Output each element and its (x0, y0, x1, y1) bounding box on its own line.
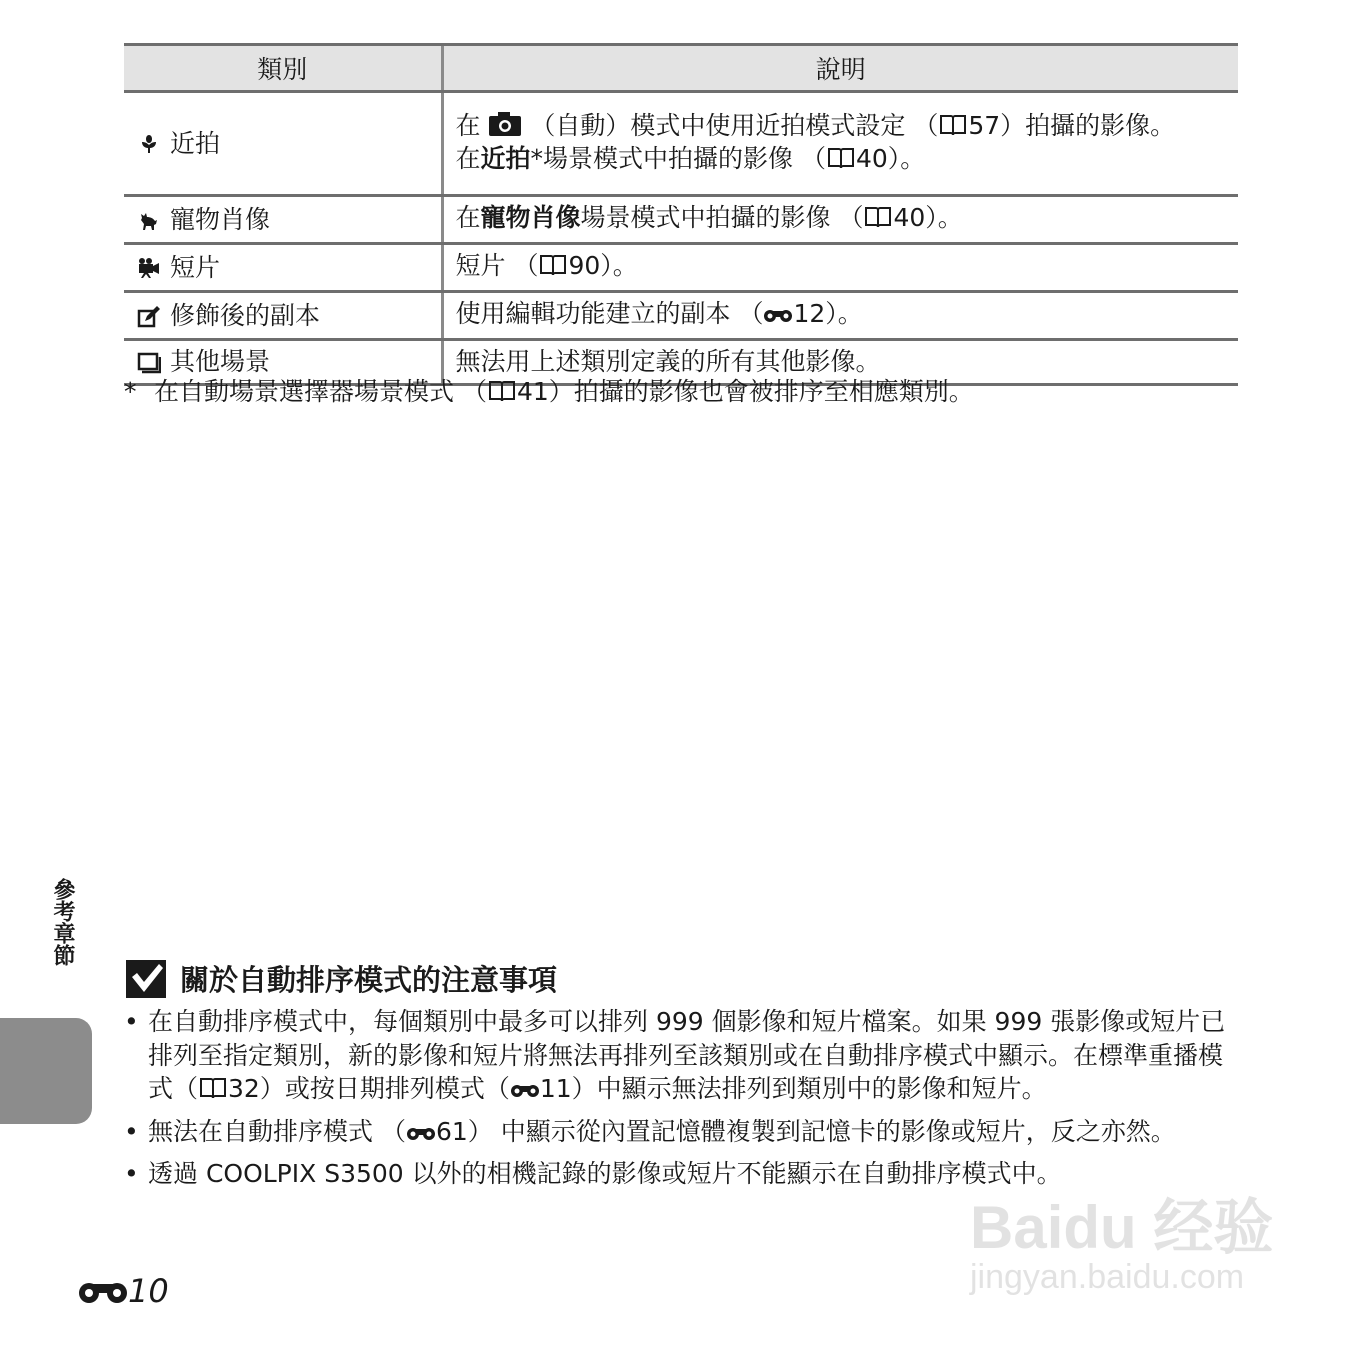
page-ref[interactable]: 41 (516, 377, 549, 406)
category-label: 近拍 (170, 128, 221, 158)
camera-auto-icon (488, 111, 522, 144)
footnote (124, 376, 974, 411)
book-reference-icon (198, 1075, 228, 1109)
edit-copy-icon (136, 303, 162, 329)
category-label: 修飾後的副本 (170, 300, 321, 330)
caution-check-icon (126, 960, 166, 998)
bullet-text: ）或按日期排列模式（ (259, 1074, 510, 1103)
chapter-side-label: 參考章節 (50, 878, 75, 966)
page-number-value: 10 (128, 1272, 169, 1310)
page-ref[interactable]: 11 (539, 1074, 572, 1103)
chapter-tab[interactable] (0, 1018, 92, 1124)
desc-text: 在 (455, 110, 489, 140)
bullet-text: ） 中顯示從內置記憶體複製到記憶卡的影像或短片，反之亦然。 (467, 1116, 1176, 1146)
desc-text: 在 (455, 143, 481, 173)
category-cell (124, 92, 442, 196)
table-row (124, 292, 1238, 340)
category-label: 寵物肖像 (170, 204, 271, 234)
page-ref[interactable]: 12 (793, 299, 826, 328)
description-cell (442, 292, 1238, 340)
description-cell (442, 196, 1238, 244)
header-category: 類別 (124, 45, 442, 92)
header-description: 說明 (442, 45, 1238, 92)
category-label: 其他場景 (170, 347, 271, 376)
page-ref[interactable]: 90 (568, 251, 601, 280)
desc-text: ）。 (600, 251, 638, 280)
book-reference-icon (938, 113, 968, 144)
description-cell (442, 92, 1238, 196)
list-item (120, 1005, 1240, 1109)
book-reference-icon (826, 146, 856, 177)
category-cell (124, 196, 442, 244)
book-reference-icon (538, 253, 568, 284)
reference-section-icon (510, 1075, 540, 1109)
table-row (124, 244, 1238, 292)
note-heading (126, 958, 557, 999)
watermark-logo-text: Baidu 经验 (970, 1194, 1274, 1261)
desc-text: ）。 (825, 299, 863, 328)
desc-text: ）拍攝的影像。 (1000, 110, 1176, 140)
page-ref[interactable]: 40 (893, 203, 926, 232)
desc-text: （自動）模式中使用近拍模式設定 （ (522, 110, 939, 140)
category-table (124, 43, 1238, 386)
bullet-text: 透過 COOLPIX S3500 以外的相機記錄的影像或短片不能顯示在自動排序模式中。 (148, 1159, 1062, 1188)
category-label: 短片 (170, 252, 221, 282)
pet-portrait-icon (136, 207, 162, 233)
reference-section-icon (763, 302, 793, 332)
reference-section-icon (406, 1118, 436, 1152)
desc-text: *場景模式中拍攝的影像 （ (530, 143, 826, 173)
footnote-text: ）拍攝的影像也會被排序至相應類別。 (548, 377, 974, 406)
category-cell (124, 244, 442, 292)
desc-text: ）。 (925, 203, 963, 232)
note-bullet-list (120, 1005, 1240, 1197)
category-cell (124, 292, 442, 340)
page-ref[interactable]: 40 (855, 143, 888, 173)
other-scenes-icon (136, 349, 162, 375)
book-reference-icon (487, 379, 517, 411)
footnote-mark: * (124, 377, 137, 406)
reference-section-icon (78, 1277, 128, 1305)
page-ref[interactable]: 61 (435, 1116, 468, 1146)
table-row (124, 196, 1238, 244)
desc-text: 在 (455, 203, 481, 232)
watermark-url: jingyan.baidu.com (970, 1258, 1245, 1296)
description-cell (442, 244, 1238, 292)
desc-text: 場景模式中拍攝的影像 （ (580, 203, 864, 232)
close-up-flower-icon (136, 131, 162, 157)
table-header-row (124, 45, 1238, 92)
book-reference-icon (863, 205, 893, 236)
desc-text: 使用編輯功能建立的副本 （ (455, 299, 764, 328)
movie-camera-icon (136, 255, 162, 281)
footnote-text: 在自動場景選擇器場景模式 （ (154, 377, 487, 406)
page-ref[interactable]: 32 (228, 1074, 260, 1103)
watermark (960, 1180, 1280, 1310)
page-ref[interactable]: 57 (968, 110, 1001, 140)
desc-bold: 寵物肖像 (480, 203, 581, 232)
bullet-text: ）中顯示無法排列到類別中的影像和短片。 (571, 1074, 1047, 1103)
desc-text: 短片 （ (455, 251, 539, 280)
desc-bold: 近拍 (480, 143, 531, 173)
desc-text: ）。 (887, 143, 926, 173)
bullet-text: 無法在自動排序模式 （ (148, 1116, 406, 1146)
table-row (124, 92, 1238, 196)
note-title: 關於自動排序模式的注意事項 (180, 963, 558, 997)
page-number (78, 1272, 169, 1310)
list-item (120, 1115, 1240, 1152)
bullet-text: 在自動排序模式中，每個類別中最多可以排列 999 個影像和短片檔案。如果 999 張影像或短片已排列至指定類別，新的影像和短片將無法再排列至該類別或在自動排序模式中顯示。在標準重播模式（ (148, 1007, 1226, 1103)
desc-text: 無法用上述類別定義的所有其他影像。 (455, 347, 881, 376)
